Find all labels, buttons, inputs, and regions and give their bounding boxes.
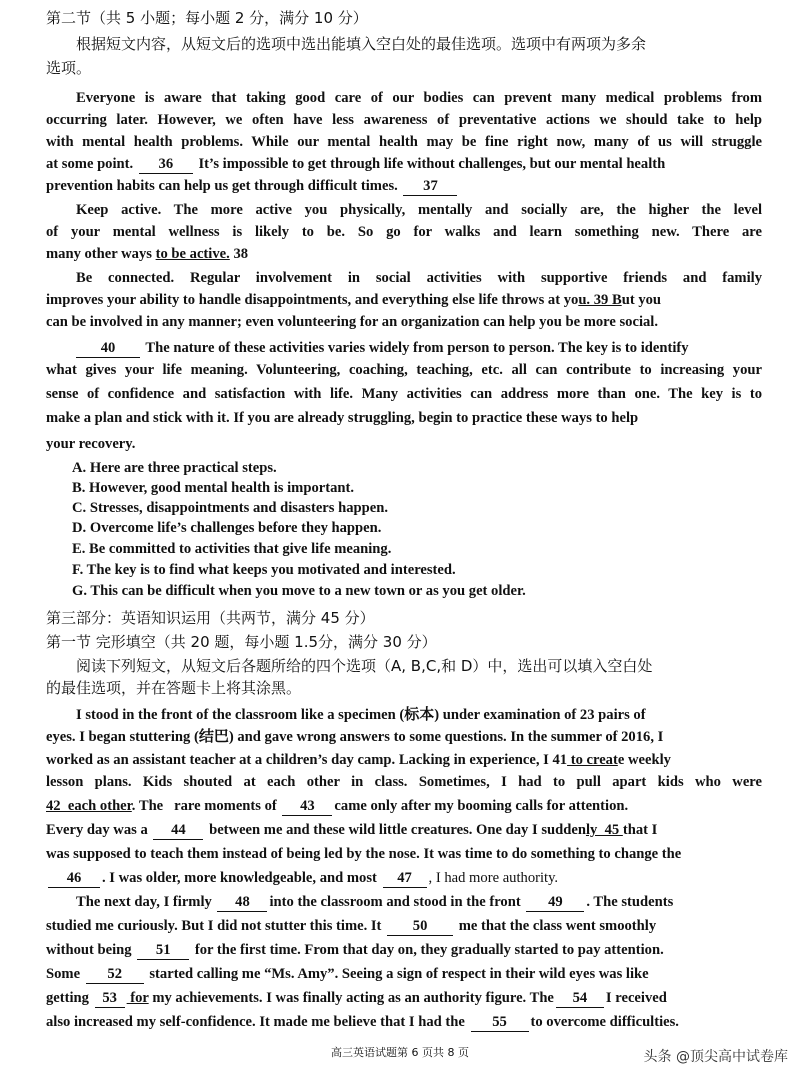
text-segment: ut you <box>621 292 662 308</box>
text-segment: The nature of these activities varies widely from person to person. The key is to identify <box>145 340 689 356</box>
blank-47: 47 <box>383 870 427 888</box>
text-segment: worked as an assistant teacher at a children’s day camp. Lacking in experience, I 41 <box>46 752 568 768</box>
passage1-line: with mental health problems. While our mental health may be fine right now, many of us will struggle <box>46 134 762 150</box>
underlined-text: to be active. <box>155 246 230 262</box>
cloze1-line <box>46 704 762 725</box>
text-segment: , I had more authority. <box>428 870 559 886</box>
passage1-line: occurring later. However, we often have less awareness of preventative actions we should take to help <box>46 112 762 128</box>
passage2-line <box>46 244 762 264</box>
text-segment: at some point. <box>46 156 134 172</box>
blank-45: ly 45 <box>585 822 623 838</box>
text-segment: without being <box>46 942 132 958</box>
text-segment: many other ways <box>46 246 152 262</box>
text-segment: for the first time. From that day on, they gradually started to pay attention. <box>194 942 664 958</box>
text-segment: getting <box>46 990 89 1006</box>
passage2-line: of your mental wellness is likely to be. So go for walks and learn something new. There are <box>46 224 762 240</box>
passage2-line: Keep active. The more active you physically, mentally and socially are, the higher the level <box>76 202 762 218</box>
cloze1-line <box>46 726 762 747</box>
blank-50: 50 <box>387 918 453 936</box>
blank-55: 55 <box>471 1014 529 1032</box>
page-footer: 高三英语试题第 6 页共 8 页 <box>331 1046 469 1059</box>
text-segment: Every day was a <box>46 822 148 838</box>
passage3-line: Be connected. Regular involvement in social activities with supportive friends and family <box>76 270 762 286</box>
passage3-line <box>46 290 762 310</box>
text-segment: Some <box>46 966 81 982</box>
text-segment: that I <box>622 822 658 838</box>
text-segment: me that the class went smoothly <box>458 918 657 934</box>
blank-53: 53 <box>95 990 125 1008</box>
passage3-line: can be involved in any manner; even volunteering for an organization can help you be more social. <box>46 314 658 330</box>
text-segment: eyes. I began stuttering ( <box>46 729 199 745</box>
section2-instruction: 根据短文内容，从短文后的选项中选出能填入空白处的最佳选项。选项中有两项为多余 <box>76 35 647 53</box>
passage1-line <box>46 154 762 174</box>
blank-48: 48 <box>217 894 267 912</box>
blank-36: 36 <box>139 156 193 174</box>
cloze2-line <box>46 964 762 984</box>
text-segment: The next day, I firmly <box>76 894 212 910</box>
blank-46: 46 <box>48 870 100 888</box>
blank-49: 49 <box>526 894 584 912</box>
text-segment: between me and these wild little creatures. One day I sudden <box>209 822 586 838</box>
text-segment: prevention habits can help us get through difficult times. <box>46 178 398 194</box>
underlined-blank-41: to creat <box>567 752 618 768</box>
watermark: 头条 @顶尖高中试卷库 <box>643 1049 788 1065</box>
option-f: F. The key is to find what keeps you motivated and interested. <box>72 562 456 578</box>
part3-section1-heading: 第一节 完形填空（共 20 题，每小题 1.5分，满分 30 分） <box>46 633 437 651</box>
chinese-gloss: 标本 <box>404 705 435 723</box>
text-segment: . The rare moments of <box>131 798 277 814</box>
text-segment: to overcome difficulties. <box>530 1014 679 1030</box>
option-g: G. This can be difficult when you move to a new town or as you get older. <box>72 583 526 599</box>
cloze2-line <box>46 940 762 960</box>
option-d: D. Overcome life’s challenges before they happen. <box>72 520 382 536</box>
cloze1-line <box>46 796 762 816</box>
text-segment: my achievements. I was finally acting as an authority figure. The <box>152 990 554 1006</box>
cloze1-line <box>46 868 762 888</box>
option-b: B. However, good mental health is important. <box>72 480 355 496</box>
cloze2-line <box>46 892 762 912</box>
text-segment: improves your ability to handle disappointments, and everything else life throws at yo <box>46 292 579 308</box>
text-segment: also increased my self-confidence. It made me believe that I had the <box>46 1014 465 1030</box>
question-number-38: 38 <box>233 246 249 262</box>
cloze2-line <box>46 1012 762 1032</box>
text-segment: ) under examination of 23 pairs of <box>434 707 646 723</box>
blank-42: 42 each other <box>46 798 132 814</box>
part3-instruction: 阅读下列短文，从短文后各题所给的四个选项（A, B,C,和 D）中，选出可以填入空白处 <box>76 657 653 675</box>
passage4-line: what gives your life meaning. Volunteering, coaching, teaching, etc. all can contribute to increasing your <box>46 362 762 378</box>
option-c: C. Stresses, disappointments and disasters happen. <box>72 500 388 516</box>
section2-heading: 第二节（共 5 小题；每小题 2 分，满分 10 分） <box>46 9 368 27</box>
passage1-line: Everyone is aware that taking good care of our bodies can prevent many medical problems from <box>76 90 762 106</box>
text-segment: It’s impossible to get through life without challenges, but our mental health <box>198 156 666 172</box>
passage4-line: sense of confidence and satisfaction with life. Many activities can address more than one. The key is to <box>46 386 762 402</box>
cloze1-line: lesson plans. Kids shouted at each other in class. Sometimes, I had to pull apart kids who were <box>46 774 762 790</box>
blank-37: 37 <box>403 178 457 196</box>
part3-instruction-cont: 的最佳选项，并在答题卡上将其涂黑。 <box>46 679 302 697</box>
text-segment: I stood in the front of the classroom like a specimen ( <box>76 707 405 723</box>
blank-40: 40 <box>76 340 140 358</box>
passage4-line: your recovery. <box>46 436 136 452</box>
blank-52: 52 <box>86 966 144 984</box>
blank-43: 43 <box>282 798 332 816</box>
text-segment: studied me curiously. But I did not stutter this time. It <box>46 918 382 934</box>
blank-44: 44 <box>153 822 203 840</box>
underlined-blank-39: u. 39 B <box>578 292 622 308</box>
text-segment: e weekly <box>617 752 671 768</box>
text-segment: I received <box>605 990 667 1006</box>
text-segment: started calling me “Ms. Amy”. Seeing a sign of respect in their wild eyes was like <box>149 966 649 982</box>
section2-instruction-cont: 选项。 <box>46 59 92 77</box>
cloze1-line: was supposed to teach them instead of being led by the nose. It was time to do something to change the <box>46 846 682 862</box>
part3-heading: 第三部分：英语知识运用（共两节，满分 45 分） <box>46 609 375 627</box>
cloze2-line <box>46 916 762 936</box>
text-segment: into the classroom and stood in the front <box>269 894 521 910</box>
cloze1-line <box>46 750 762 770</box>
cloze2-line <box>46 988 762 1008</box>
passage1-line <box>46 176 762 196</box>
chinese-gloss: 结巴 <box>198 727 229 745</box>
text-segment: came only after my booming calls for attention. <box>334 798 629 814</box>
option-e: E. Be committed to activities that give life meaning. <box>72 541 392 557</box>
cloze1-line <box>46 820 762 840</box>
text-segment: . The students <box>586 894 674 910</box>
blank-51: 51 <box>137 942 189 960</box>
passage4-line <box>46 338 762 358</box>
passage4-line: make a plan and stick with it. If you are already struggling, begin to practice these ways to help <box>46 410 639 426</box>
underlined-text: for <box>126 990 149 1006</box>
text-segment: . I was older, more knowledgeable, and most <box>102 870 377 886</box>
text-segment: ) and gave wrong answers to some questions. In the summer of 2016, I <box>228 729 664 745</box>
option-a: A. Here are three practical steps. <box>72 460 277 476</box>
blank-54: 54 <box>556 990 604 1008</box>
